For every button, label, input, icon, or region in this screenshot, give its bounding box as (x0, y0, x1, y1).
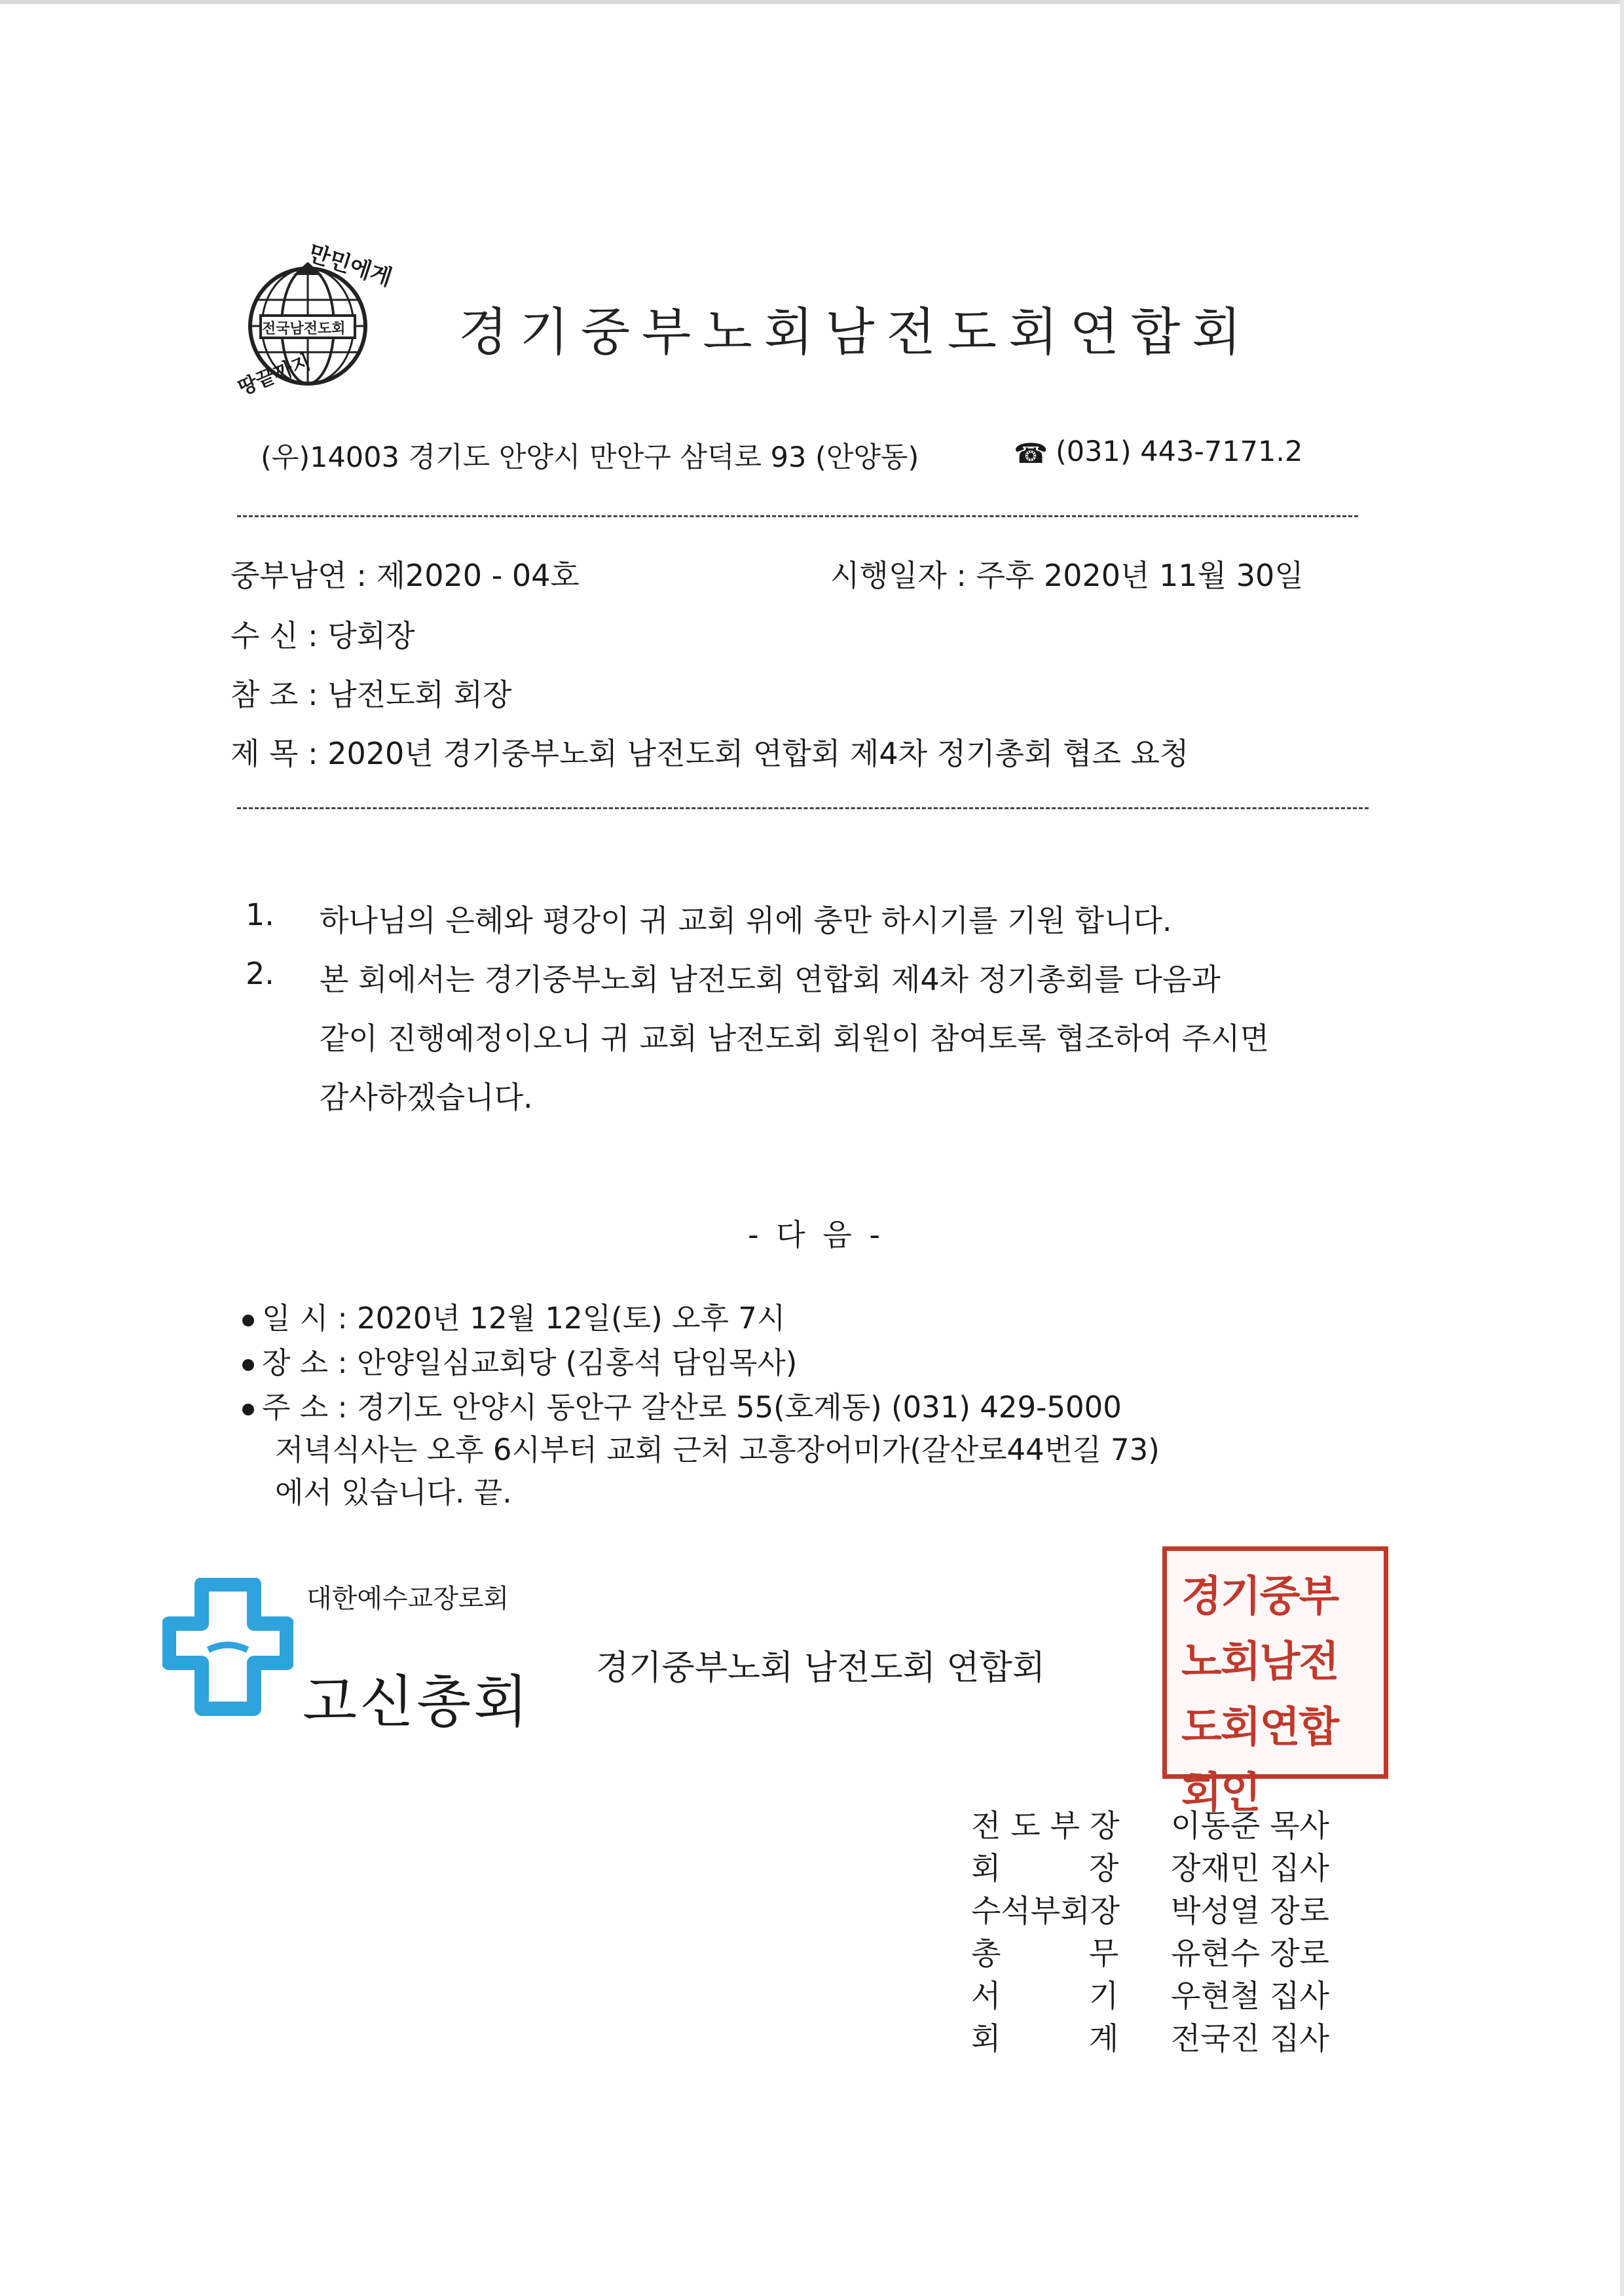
officer-row (971, 1802, 1329, 1846)
issue-date: 시행일자 : 주후 2020년 11월 30일 (830, 558, 1304, 593)
officer-title: 회 장 (971, 1851, 1119, 1887)
officer-row (971, 1929, 1329, 1973)
officer-row (971, 2014, 1329, 2058)
item-2-line-3: 감사하겠습니다. (320, 1080, 533, 1115)
bottom-divider (237, 807, 1369, 809)
officer-name: 유현수 장로 (1171, 1936, 1329, 1972)
scan-top-edge (0, 0, 1624, 4)
bullet-icon (242, 1359, 254, 1371)
phone-icon: ☎ (1014, 437, 1048, 469)
official-seal (1162, 1546, 1388, 1817)
officer-row (971, 1844, 1329, 1888)
detail-when (242, 1294, 785, 1337)
detail-when-text: 일 시 : 2020년 12월 12일(토) 오후 7시 (262, 1301, 786, 1336)
officer-title: 총 무 (971, 1936, 1119, 1972)
document-number: 중부남연 : 제2020 - 04호 (231, 558, 580, 593)
officer-title: 서 기 (971, 1978, 1119, 2014)
denomination-logo (162, 1578, 293, 1722)
detail-address (242, 1383, 1122, 1426)
emblem-center-text: 전국남전도회 (262, 321, 346, 337)
top-divider (237, 515, 1358, 517)
org-title: 경기중부노회남전도회연합회 (458, 303, 1253, 362)
details-heading: - 다 음 - (748, 1217, 884, 1252)
subject: 제 목 : 2020년 경기중부노회 남전도회 연합회 제4차 정기총회 협조 요청 (231, 736, 1189, 771)
reference: 참 조 : 남전도회 회장 (231, 677, 512, 712)
detail-note-line-1: 저녁식사는 오후 6시부터 교회 근처 고흥장어미가(갈산로44번길 73) (275, 1432, 1160, 1467)
signing-org: 경기중부노회 남전도회 연합회 (596, 1649, 1046, 1688)
officer-name: 우현철 집사 (1171, 1978, 1329, 2014)
officer-name: 박성열 장로 (1171, 1893, 1329, 1929)
officer-name: 이동준 목사 (1171, 1808, 1329, 1844)
item-2-line-2: 같이 진행예정이오니 귀 교회 남전도회 회원이 참여토록 협조하여 주시면 (320, 1021, 1270, 1056)
denomination-small: 대한예수교장로회 (306, 1584, 509, 1614)
officer-title: 수석부회장 (971, 1893, 1120, 1929)
detail-note-line-2: 에서 있습니다. 끝. (275, 1475, 512, 1510)
emblem-top-text: 만민에게 (304, 240, 396, 292)
officer-title: 회 계 (971, 2021, 1119, 2057)
detail-where-text: 장 소 : 안양일심교회당 (김홍석 담임목사) (262, 1345, 798, 1380)
detail-address-text: 주 소 : 경기도 안양시 동안구 갈산로 55(호계동) (031) 429-5000 (262, 1390, 1122, 1425)
officer-name: 장재민 집사 (1171, 1851, 1329, 1887)
recipient: 수 신 : 당회장 (231, 618, 415, 653)
officer-name: 전국진 집사 (1171, 2021, 1329, 2057)
phone-number: (031) 443-7171.2 (1056, 435, 1303, 468)
bullet-icon (242, 1404, 254, 1415)
seal-text: 경기중부노회남전도회연합회인 (1181, 1572, 1338, 1817)
bullet-icon (242, 1315, 254, 1326)
detail-where (242, 1339, 797, 1381)
item-2-number: 2. (246, 956, 274, 991)
item-1-text: 하나님의 은혜와 평강이 귀 교회 위에 충만 하시기를 기원 합니다. (320, 903, 1172, 938)
address-line: (우)14003 경기도 안양시 만안구 삼덕로 93 (안양동) (261, 441, 919, 474)
officer-title: 전 도 부 장 (971, 1808, 1120, 1844)
denomination-large: 고신총회 (303, 1669, 531, 1735)
officer-row (971, 1972, 1329, 2016)
item-1-number: 1. (246, 897, 274, 932)
officer-row (971, 1887, 1329, 1931)
item-2-line-1: 본 회에서는 경기중부노회 남전도회 연합회 제4차 정기총회를 다음과 (320, 962, 1221, 997)
scan-right-edge (1620, 0, 1624, 2296)
emblem-bottom-text: 땅끝까지 (234, 350, 314, 401)
cross-book-icon (162, 1578, 293, 1722)
